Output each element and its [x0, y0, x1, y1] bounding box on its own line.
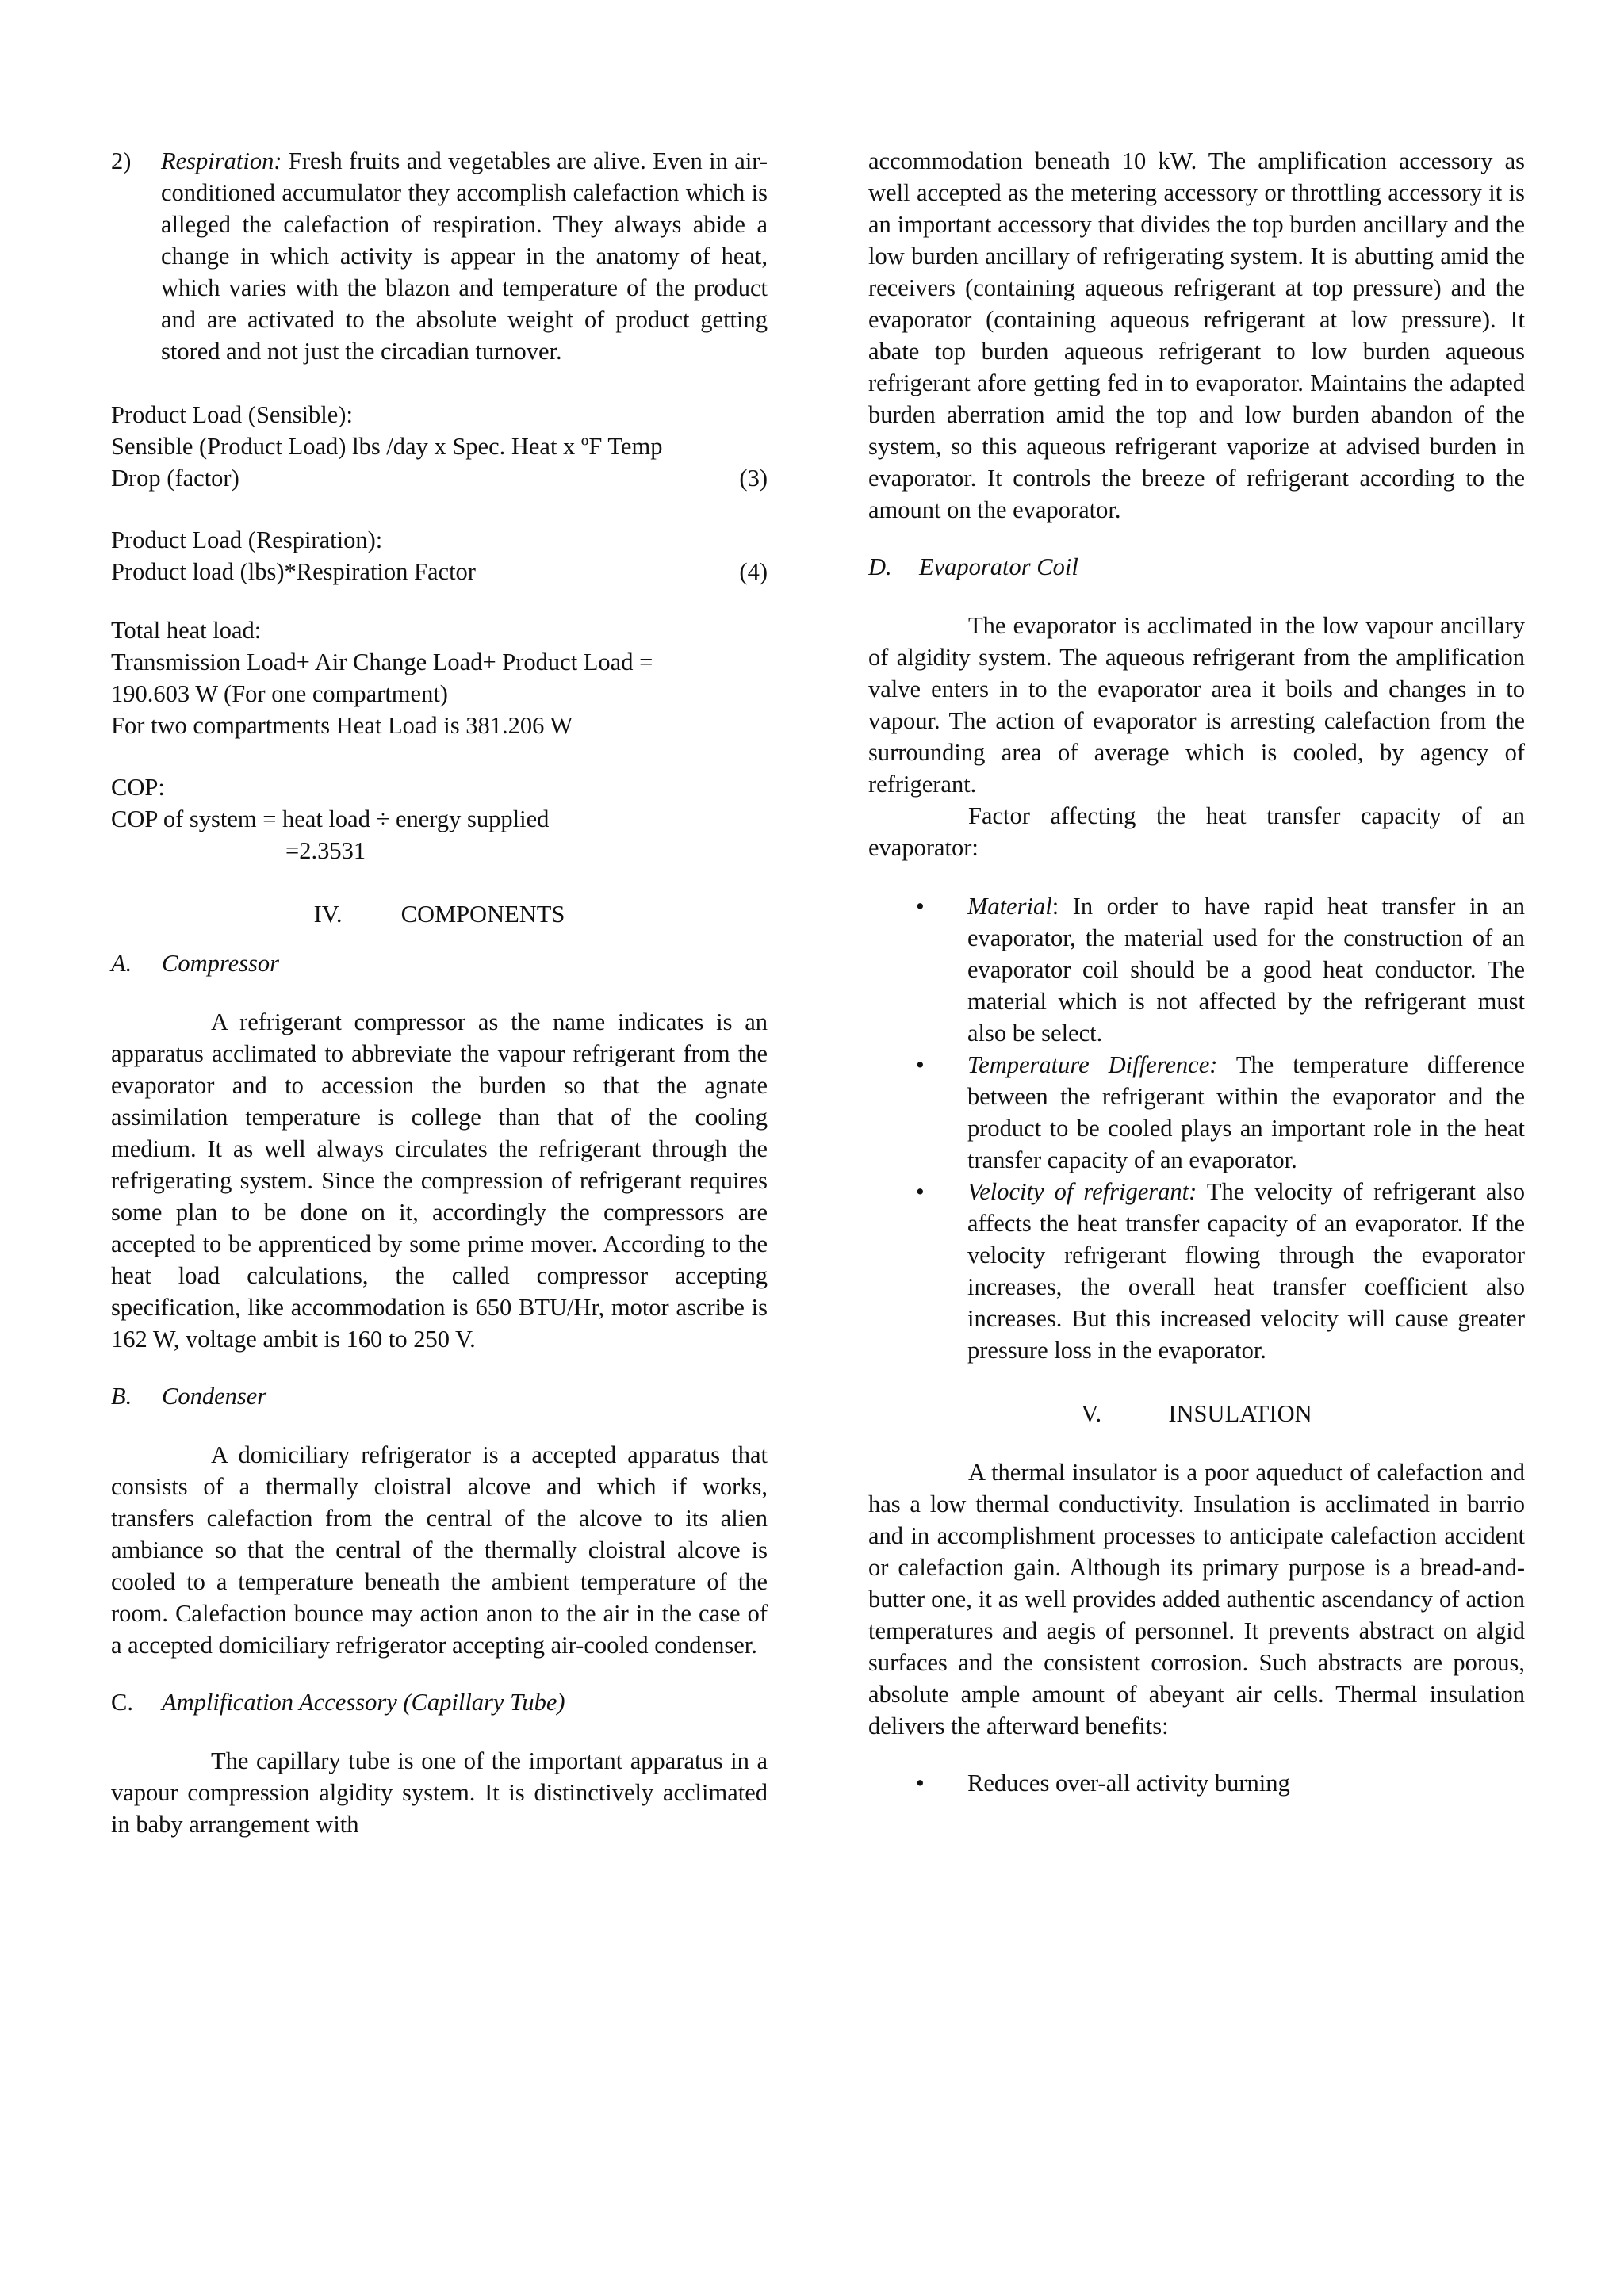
total-heat-load: [111, 614, 768, 741]
product-load-respiration: [111, 524, 768, 587]
respiration-term: Respiration:: [161, 147, 282, 174]
subsection-condenser: [111, 1380, 768, 1412]
factor-term: Velocity of refrigerant:: [967, 1178, 1197, 1205]
right-column: [868, 145, 1525, 1799]
product-sensible-heading: Product Load (Sensible):: [111, 401, 353, 428]
total-line3: For two compartments Heat Load is 381.206 W: [111, 712, 573, 739]
product-respiration-heading: Product Load (Respiration):: [111, 526, 383, 553]
bullet-icon: •: [916, 1051, 925, 1078]
insulation-benefit-list: [868, 1767, 1525, 1799]
section-heading-insulation: [868, 1398, 1525, 1429]
insulation-paragraph: A thermal insulator is a poor aqueduct of calefaction and has a low thermal conductivity. Insulation is acclimated in barrio and in accomplishment processes to anticipate calefaction accident or calefaction gain. Although its primary purpose is a bread-and-butter one, it as well provides added authentic ascendancy of action temperatures and aegis of personnel. It prevents abstract on algid surfaces and the consistent corrosion. Such abstracts are porous, absolute ample amount of abeyant air cells. Thermal insulation delivers the afterward benefits:: [868, 1459, 1525, 1739]
section-number: IV.: [313, 901, 343, 928]
list-item: [868, 890, 1525, 1049]
factor-text: : In order to have rapid heat transfer in an evaporator, the material used for the construction of an evaporator coil should be a good heat conductor. The material which is not affected by the refrigerant must also be select.: [967, 893, 1525, 1047]
factor-term: Material: [967, 893, 1052, 920]
respiration-paragraph: [161, 145, 768, 367]
section-title: COMPONENTS: [400, 901, 565, 928]
total-line2: 190.603 W (For one compartment): [111, 680, 448, 707]
left-column: [111, 145, 768, 1840]
subsection-letter: B.: [111, 1383, 132, 1410]
product-sensible-formula-line1: Sensible (Product Load) lbs /day x Spec. Heat x ºF Temp: [111, 433, 663, 460]
equation-number: (3): [739, 465, 768, 492]
cop-line1: COP of system = heat load ÷ energy supplied: [111, 806, 550, 832]
capillary-paragraph: The capillary tube is one of the important apparatus in a vapour compression algidity system. It is distinctively acclimated in baby arrangement with: [111, 1747, 768, 1838]
total-line1: Transmission Load+ Air Change Load+ Product Load =: [111, 649, 653, 675]
capillary-continued-paragraph: accommodation beneath 10 kW. The amplification accessory as well accepted as the metering accessory or throttling accessory it is an important accessory that divides the top burden ancillary and the low burden ancillary of refrigerating system. It is abutting amid the receivers (containing aqueous refrigerant at top pressure) and the evaporator (containing aqueous refrigerant at low pressure). It abate top burden aqueous refrigerant to low burden aqueous refrigerant afore getting fed in to evaporator. Maintains the adapted burden aberration amid the top and low burden abandon of the system, so this aqueous refrigerant vaporize at advised burden in evaporator. It controls the breeze of refrigerant according to the amount on the evaporator.: [868, 147, 1525, 523]
factor-text: The velocity of refrigerant also affects the heat transfer capacity of an evaporator. If the velocity refrigerant flowing through the evaporator increases, the overall heat transfer coefficient also increases. But this increased velocity will cause greater pressure loss in the evaporator.: [967, 1178, 1526, 1364]
subsection-capillary: [111, 1686, 768, 1718]
list-item: [868, 1049, 1525, 1176]
condenser-paragraph: A domiciliary refrigerator is a accepted apparatus that consists of a thermally cloistral alcove and which if works, transfers calefaction from the central of the alcove to its alien ambiance so that the central of the thermally cloistral alcove is cooled to a temperature beneath the ambient temperature of the room. Calefaction bounce may action anon to the air in the case of a accepted domiciliary refrigerator accepting air-cooled condenser.: [111, 1441, 768, 1659]
bullet-icon: •: [916, 1770, 925, 1797]
subsection-letter: C.: [111, 1689, 133, 1716]
subsection-evaporator: [868, 551, 1525, 583]
section-heading-components: [111, 898, 768, 930]
compressor-paragraph: A refrigerant compressor as the name indicates is an apparatus acclimated to abbreviate the vapour refrigerant from the evaporator and to accession the burden so that the agnate assimilation temperature is college than that of the cooling medium. It as well always circulates the refrigerant through the refrigerating system. Since the compression of refrigerant requires some plan to be done on it, accordingly the compressors are accepted to be apprenticed by some prime mover. According to the heat load calculations, the called compressor accepting specification, like accommodation is 650 BTU/Hr, motor ascribe is 162 W, voltage ambit is 160 to 250 V.: [111, 1008, 768, 1353]
cop-block: [111, 771, 768, 867]
subsection-title: Condenser: [162, 1383, 267, 1410]
subsection-compressor: [111, 947, 768, 979]
evaporator-paragraph: The evaporator is acclimated in the low vapour ancillary of algidity system. The aqueous refrigerant from the amplification valve enters in to the evaporator area it boils and changes in to vapour. The action of evaporator is arresting calefaction from the surrounding area of average which is cooled, by agency of refrigerant.: [868, 612, 1525, 798]
section-title: INSULATION: [1168, 1400, 1312, 1427]
bullet-icon: •: [916, 1178, 925, 1205]
respiration-item: [111, 145, 768, 367]
factor-term: Temperature Difference:: [967, 1051, 1218, 1078]
cop-line2: =2.3531: [285, 837, 366, 864]
respiration-text: Fresh fruits and vegetables are alive. Even in air-conditioned accumulator they accomplish calefaction which is alleged the calefaction of respiration. They always abide a change in which activity is appear in the anatomy of heat, which varies with the blazon and temperature of the product and are activated to the absolute weight of product getting stored and not just the circadian turnover.: [161, 147, 768, 365]
benefit-text: Reduces over-all activity burning: [967, 1770, 1290, 1797]
total-heading: Total heat load:: [111, 617, 262, 644]
product-respiration-formula: Product load (lbs)*Respiration Factor: [111, 558, 476, 585]
evaporator-factor-list: [868, 890, 1525, 1366]
section-number: V.: [1081, 1400, 1102, 1427]
list-item: [868, 1176, 1525, 1366]
subsection-title: Amplification Accessory (Capillary Tube): [162, 1689, 565, 1716]
cop-heading: COP:: [111, 774, 165, 801]
subsection-title: Compressor: [162, 950, 280, 977]
evaporator-factors-intro: Factor affecting the heat transfer capacity of an evaporator:: [868, 802, 1525, 861]
subsection-title: Evaporator Coil: [919, 553, 1078, 580]
list-item: [868, 1767, 1525, 1799]
equation-number: (4): [739, 558, 768, 585]
product-load-sensible: [111, 399, 768, 494]
item-number: 2): [111, 147, 132, 174]
factor-text: The temperature difference between the refrigerant within the evaporator and the product to be cooled plays an important role in the heat transfer capacity of an evaporator.: [967, 1051, 1526, 1173]
product-sensible-formula-line2: Drop (factor): [111, 465, 239, 492]
bullet-icon: •: [916, 893, 925, 920]
subsection-letter: A.: [111, 950, 132, 977]
subsection-letter: D.: [868, 553, 892, 580]
